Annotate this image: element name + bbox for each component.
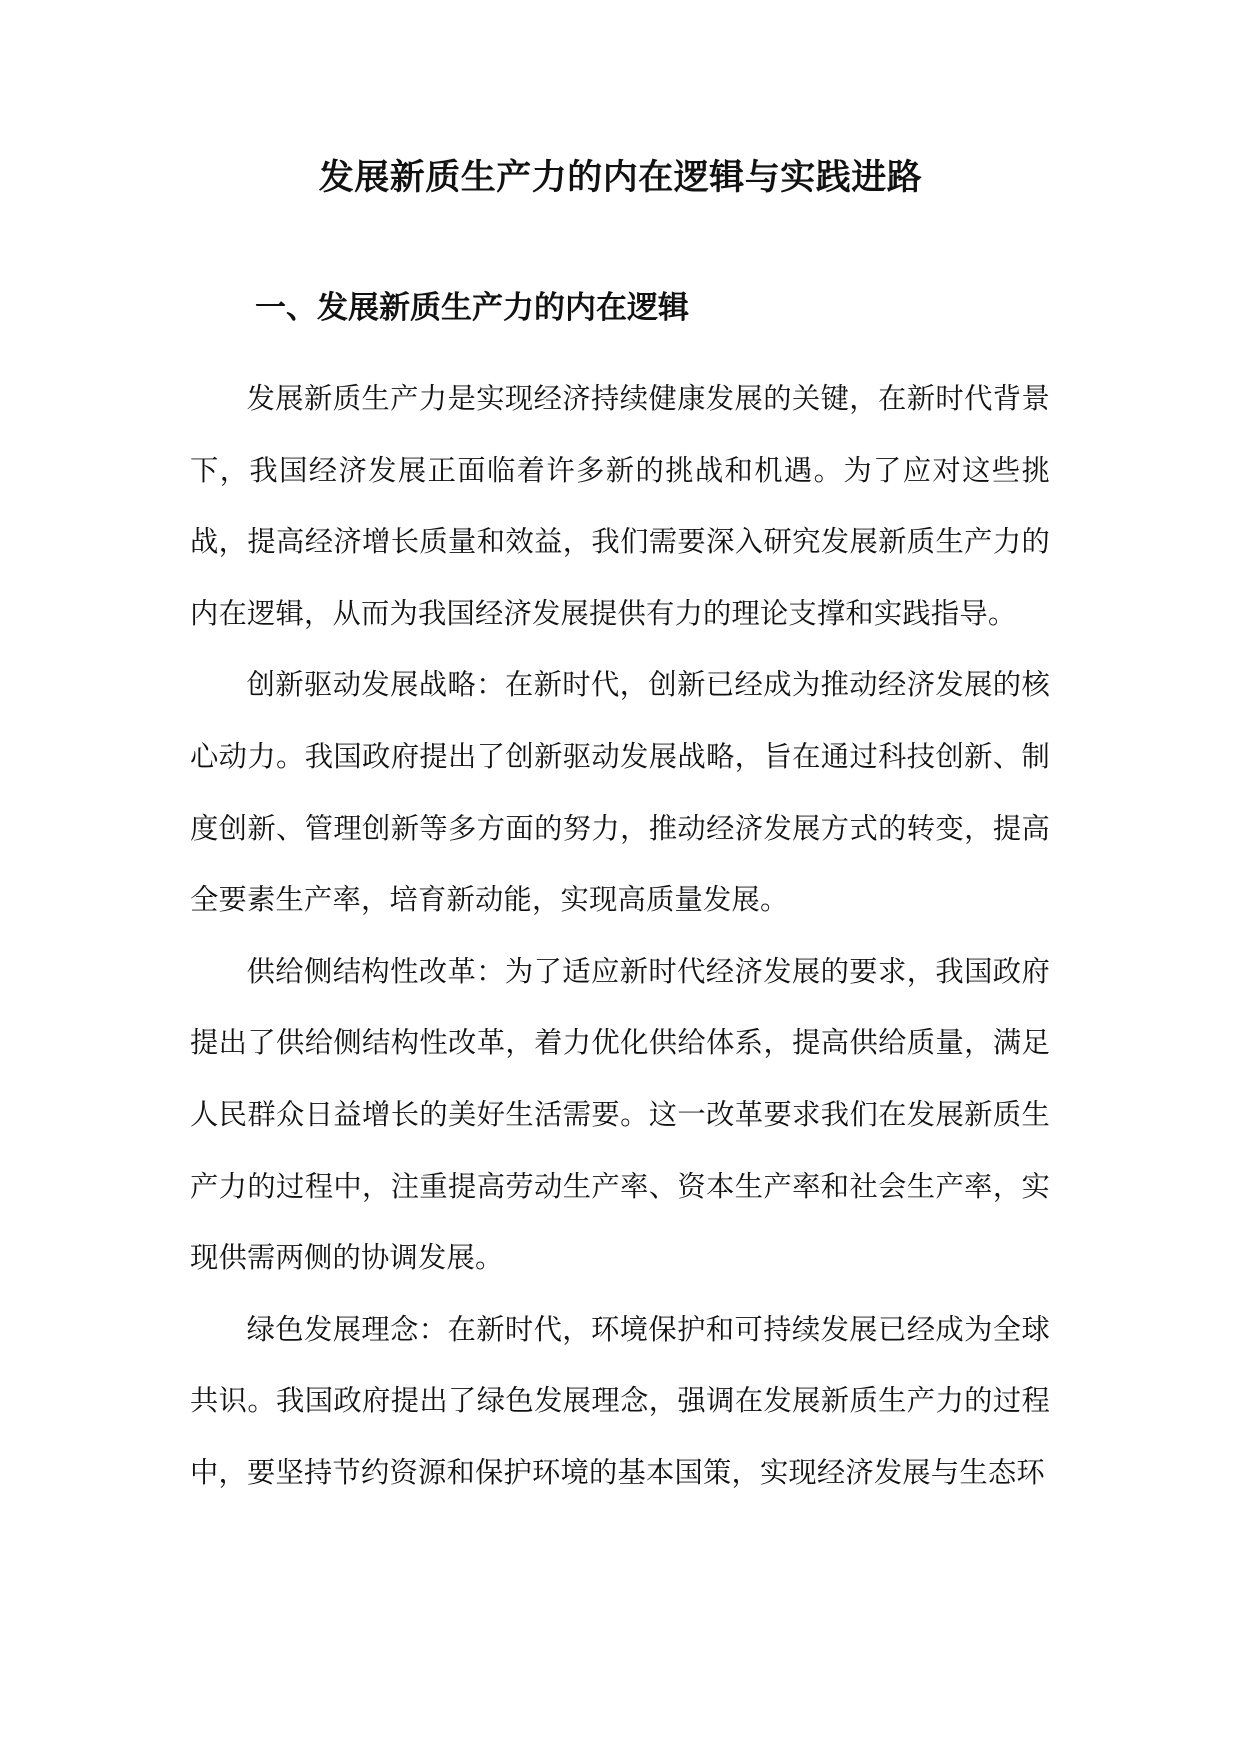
paragraph-green-development: 绿色发展理念：在新时代，环境保护和可持续发展已经成为全球共识。我国政府提出了绿色发展理念，强调在发展新质生产力的过程中，要坚持节约资源和保护环境的基本国策，实现经济发展与生态环 bbox=[190, 1312, 1050, 1489]
paragraph-intro: 发展新质生产力是实现经济持续健康发展的关键，在新时代背景下，我国经济发展正面临着许多新的挑战和机遇。为了应对这些挑战，提高经济增长质量和效益，我们需要深入研究发展新质生产力的内在逻辑，从而为我国经济发展提供有力的理论支撑和实践指导。 bbox=[190, 382, 1050, 630]
paragraph-supply-side-reform: 供给侧结构性改革：为了适应新时代经济发展的要求，我国政府提出了供给侧结构性改革，着力优化供给体系，提高供给质量，满足人民群众日益增长的美好生活需要。这一改革要求我们在发展新质生产力的过程中，注重提高劳动生产率、资本生产率和社会生产率，实现供需两侧的协调发展。 bbox=[190, 954, 1050, 1275]
document-title: 发展新质生产力的内在逻辑与实践进路 bbox=[318, 157, 923, 198]
section-heading: 一、发展新质生产力的内在逻辑 bbox=[255, 290, 689, 326]
paragraph-innovation-strategy: 创新驱动发展战略：在新时代，创新已经成为推动经济发展的核心动力。我国政府提出了创新驱动发展战略，旨在通过科技创新、制度创新、管理创新等多方面的努力，推动经济发展方式的转变，提高全要素生产率，培育新动能，实现高质量发展。 bbox=[190, 668, 1050, 917]
body-text bbox=[190, 363, 1050, 1509]
